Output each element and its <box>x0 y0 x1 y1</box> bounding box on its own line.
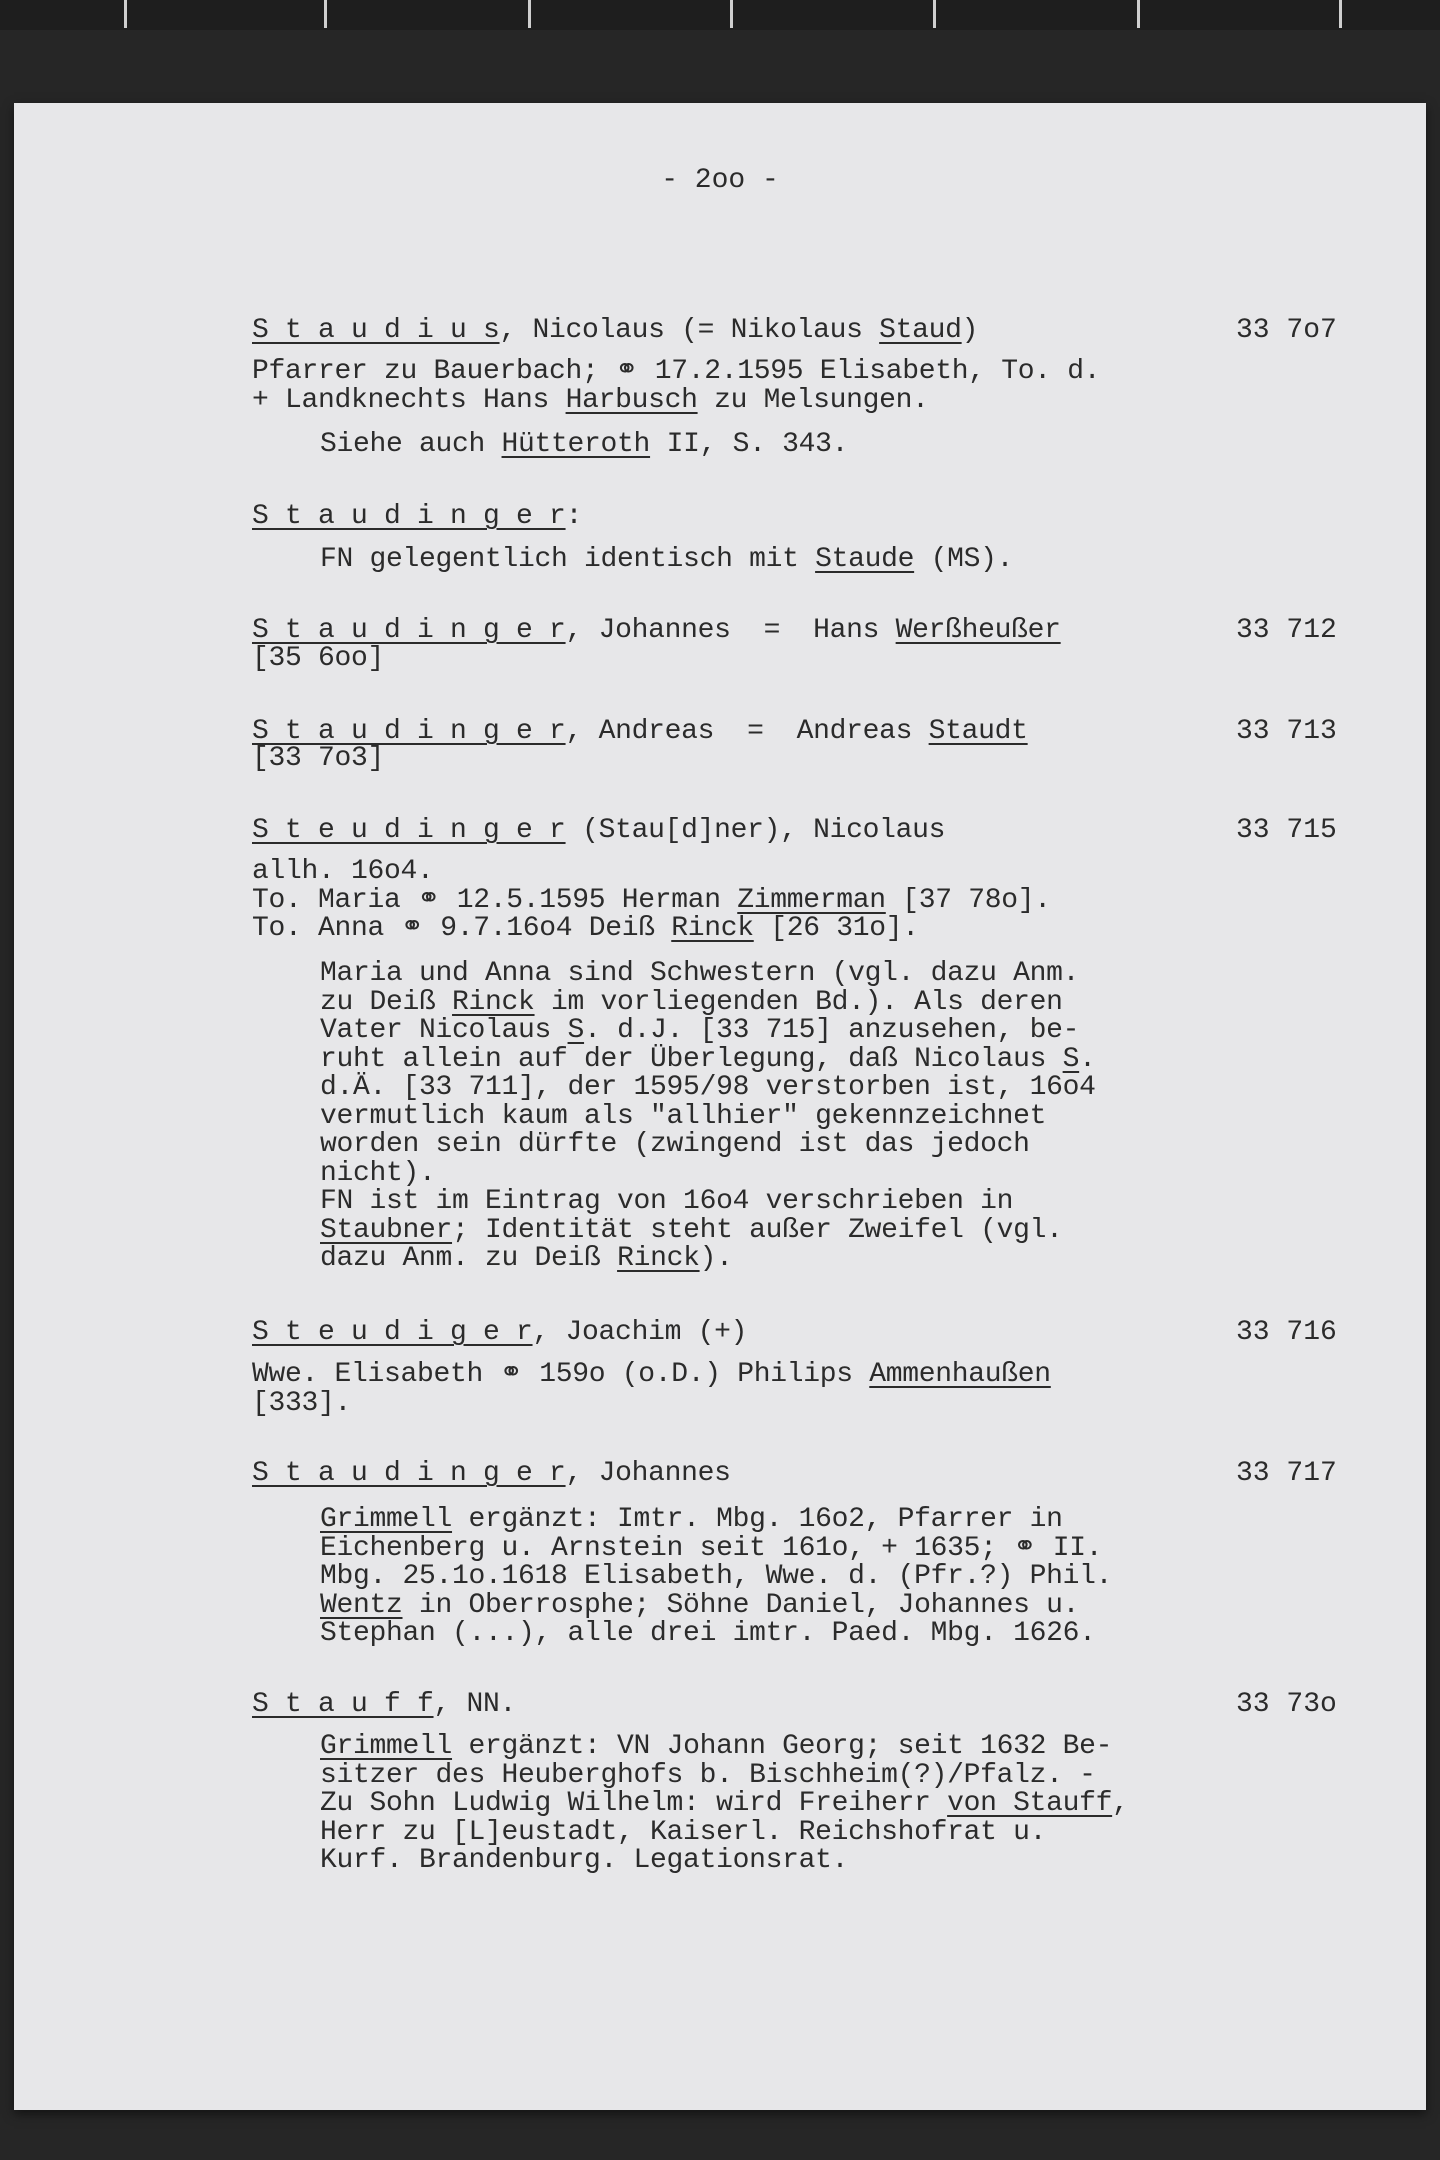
text-segment: Pfarrer zu Bauerbach; ⚭ 17.2.1595 Elisabeth, To. d. <box>252 356 1101 387</box>
underlined-name: Staude <box>815 544 915 575</box>
entry-body-line <box>320 1043 1096 1075</box>
text-segment: Zu Sohn Ludwig Wilhelm: wird Freiherr <box>320 1788 948 1819</box>
text-segment: Vater Nicolaus <box>320 1015 568 1046</box>
entry-number: 33 713 <box>1236 716 1337 747</box>
entry-heading <box>252 1460 731 1488</box>
entry-body-line <box>320 1506 1063 1534</box>
entry-number: 33 717 <box>1236 1458 1337 1489</box>
text-segment: vermutlich kaum als "allhier" gekennzeichnet <box>320 1100 1047 1132</box>
entry-body-line <box>320 986 1063 1018</box>
underlined-name: Staudt <box>928 716 1028 747</box>
page-number: - 2oo - <box>661 165 779 196</box>
entry-body-line <box>320 1188 1013 1216</box>
text-segment: [33 7o3] <box>252 743 385 774</box>
entry-body-line <box>320 1759 1096 1791</box>
underlined-name: S t a u d i n g e r <box>252 501 566 532</box>
entry-body-line <box>320 1157 436 1189</box>
text-segment: Stephan (...), alle drei imtr. Paed. Mbg. 1626. <box>320 1618 1096 1649</box>
entry-body-line <box>320 1620 1096 1648</box>
underlined-name: Staud <box>879 315 962 346</box>
text-segment: [37 78o]. <box>885 884 1051 916</box>
text-segment: . <box>1079 1043 1096 1075</box>
text-segment: , Johannes <box>565 1458 731 1489</box>
entry-number: 33 712 <box>1236 615 1337 646</box>
entry-body-line <box>252 915 919 943</box>
entry-body-line <box>320 431 848 459</box>
text-segment: ruht allein auf der Überlegung, daß Nicolaus <box>320 1043 1063 1075</box>
text-segment: ) <box>961 315 979 346</box>
entry-body-line <box>320 1074 1096 1102</box>
text-segment: , Joachim (+) <box>532 1317 748 1348</box>
underlined-name: S t a u d i n g e r <box>252 716 566 747</box>
underlined-name: S t a u d i n g e r <box>252 615 566 646</box>
underlined-name: Rinck <box>452 986 535 1018</box>
ruler-tick <box>528 0 531 28</box>
entry-heading <box>252 1319 747 1347</box>
underlined-name: Hütteroth <box>501 429 651 460</box>
entry-body-line <box>320 1733 1112 1761</box>
text-segment: [333]. <box>252 1387 352 1419</box>
underlined-name: Staubner <box>320 1214 453 1246</box>
text-segment: , Nicolaus (= Nikolaus <box>499 315 880 346</box>
text-segment: (MS). <box>914 544 1014 575</box>
text-segment: + Landknechts Hans <box>252 384 566 416</box>
underlined-name: Ammenhaußen <box>869 1359 1051 1390</box>
underlined-name: S t a u d i n g e r <box>252 1458 566 1489</box>
underlined-name: Grimmell <box>320 1504 453 1535</box>
entry-body-line <box>320 1214 1063 1246</box>
text-segment: Eichenberg u. Arnstein seit 161o, + 1635; ⚭ II. <box>320 1532 1103 1564</box>
underlined-name: S t e u d i n g e r <box>252 815 566 846</box>
entry-body-line <box>320 960 1079 988</box>
text-segment: , Johannes = Hans <box>565 615 896 646</box>
ruler-tick <box>933 0 936 28</box>
entry-body-line <box>252 384 929 416</box>
text-segment: Siehe auch <box>320 429 502 460</box>
entry-body-line <box>320 1131 1030 1159</box>
text-segment: Maria und Anna sind Schwestern (vgl. dazu Anm. <box>320 958 1080 989</box>
entry-body-line <box>320 1790 1129 1818</box>
underlined-name: S t a u f f <box>252 1689 434 1720</box>
text-segment: zu Deiß <box>320 986 453 1018</box>
entry-body-line <box>320 1532 1103 1564</box>
underlined-name: S t a u d i u s <box>252 315 500 346</box>
entry-body-line <box>320 1245 733 1273</box>
underlined-name: Grimmell <box>320 1731 453 1762</box>
underlined-name: S <box>567 1015 585 1046</box>
text-segment: II, S. 343. <box>650 429 849 460</box>
text-segment: , Andreas = Andreas <box>565 716 929 747</box>
text-segment: sitzer des Heuberghofs b. Bischheim(?)/Pfalz. - <box>320 1759 1096 1791</box>
ruler-tick <box>730 0 733 28</box>
text-segment: Kurf. Brandenburg. Legationsrat. <box>320 1845 849 1876</box>
text-segment: . d.J. [33 715] anzusehen, be- <box>584 1015 1080 1046</box>
entry-body-line <box>320 1563 1112 1591</box>
text-segment: FN gelegentlich identisch mit <box>320 544 816 575</box>
entry-body-line <box>252 884 1051 916</box>
entry-body-line <box>320 1017 1079 1045</box>
entry-heading <box>252 817 945 845</box>
entry-body-line <box>252 858 434 886</box>
text-segment: zu Melsungen. <box>697 384 929 416</box>
text-segment: , NN. <box>433 1689 517 1720</box>
underlined-name: S <box>1062 1043 1080 1075</box>
entry-body-line <box>252 1387 352 1419</box>
entry-number: 33 73o <box>1236 1689 1337 1720</box>
text-segment: d.Ä. [33 711], der 1595/98 verstorben ist, 16o4 <box>320 1072 1096 1103</box>
entry-body-line <box>320 1100 1047 1132</box>
text-segment: FN ist im Eintrag von 16o4 verschrieben in <box>320 1186 1014 1217</box>
entry-heading <box>252 1691 516 1719</box>
underlined-name: Harbusch <box>565 384 698 416</box>
text-segment: To. Anna ⚭ 9.7.16o4 Deiß <box>252 913 672 944</box>
text-segment: [26 31o]. <box>753 913 919 944</box>
entry-body-line <box>252 1361 1051 1389</box>
entry-number: 33 7o7 <box>1236 315 1337 346</box>
entry-number: 33 716 <box>1236 1317 1337 1348</box>
ruler-tick <box>1137 0 1140 28</box>
underlined-name: Rinck <box>617 1243 700 1274</box>
ruler-tick <box>124 0 127 28</box>
underlined-name: von Stauff <box>947 1788 1113 1819</box>
scanner-ruler-strip <box>0 0 1440 30</box>
underlined-name: S t e u d i g e r <box>252 1317 533 1348</box>
text-segment: To. Maria ⚭ 12.5.1595 Herman <box>252 884 738 916</box>
text-segment: Wwe. Elisabeth ⚭ 159o (o.D.) Philips <box>252 1359 870 1390</box>
entry-body-line <box>252 745 384 773</box>
text-segment: Herr zu [L]eustadt, Kaiserl. Reichshofrat u. <box>320 1816 1047 1848</box>
entry-heading <box>252 503 582 531</box>
underlined-name: Wentz <box>320 1589 403 1621</box>
underlined-name: Rinck <box>671 913 754 944</box>
text-segment: , <box>1112 1788 1129 1819</box>
entry-body-line <box>320 1589 1080 1621</box>
text-segment: ergänzt: Imtr. Mbg. 16o2, Pfarrer in <box>452 1504 1063 1535</box>
ruler-tick <box>324 0 327 28</box>
entry-number: 33 715 <box>1236 815 1337 846</box>
entry-body-line <box>320 1816 1047 1848</box>
text-segment: ). <box>699 1243 733 1274</box>
text-segment: ; Identität steht außer Zweifel (vgl. <box>452 1214 1063 1246</box>
text-segment: (Stau[d]ner), Nicolaus <box>565 815 946 846</box>
entry-heading <box>252 718 1028 746</box>
text-segment: nicht). <box>320 1157 436 1189</box>
text-segment: allh. 16o4. <box>252 856 434 887</box>
text-segment: [35 6oo] <box>252 643 385 674</box>
text-segment: dazu Anm. zu Deiß <box>320 1243 618 1274</box>
text-segment: worden sein dürfte (zwingend ist das jedoch <box>320 1129 1030 1160</box>
text-segment: im vorliegenden Bd.). Als deren <box>534 986 1063 1018</box>
entry-heading <box>252 617 1061 645</box>
underlined-name: Zimmerman <box>737 884 886 916</box>
text-segment: : <box>565 501 583 532</box>
text-segment: in Oberrosphe; Söhne Daniel, Johannes u. <box>402 1589 1080 1621</box>
entry-body-line <box>320 1847 848 1875</box>
underlined-name: Werßheußer <box>895 615 1061 646</box>
entry-body-line <box>252 645 384 673</box>
text-segment: Mbg. 25.1o.1618 Elisabeth, Wwe. d. (Pfr.?) Phil. <box>320 1561 1113 1592</box>
ruler-tick <box>1339 0 1342 28</box>
entry-body-line <box>252 358 1100 386</box>
entry-heading <box>252 317 978 345</box>
text-segment: ergänzt: VN Johann Georg; seit 1632 Be- <box>452 1731 1113 1762</box>
entry-body-line <box>320 546 1013 574</box>
